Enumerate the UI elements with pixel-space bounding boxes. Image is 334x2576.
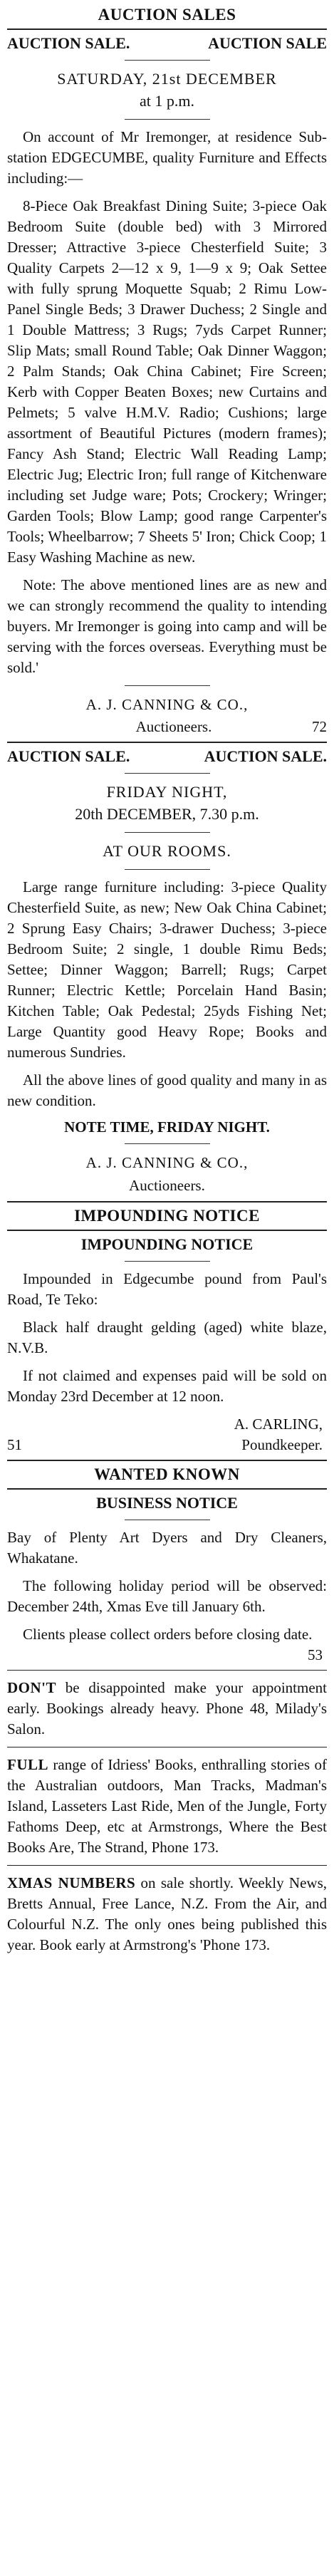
auction-ad-friday xyxy=(7,747,327,1197)
divider xyxy=(7,1865,327,1866)
sale-venue: AT OUR ROOMS. xyxy=(103,842,231,860)
classified-lead: XMAS NUMBERS xyxy=(7,1874,136,1891)
divider xyxy=(7,1670,327,1671)
classified-text: range of Idriess' Books, enthralling stories of the Australian outdoors, Man Tracks, Madman's Island, Lasseters Last Ride, Men of the Jungle, Forty Fathoms Deep, etc at Armstrongs, Where the Best Books Are, The Strand, Phone 173. xyxy=(7,1756,327,1856)
ad-note: All the above lines of good quality and many in as new condition. xyxy=(7,1071,327,1109)
section-title-auction-sales: AUCTION SALES xyxy=(98,6,236,24)
ad-heading-right: AUCTION SALE xyxy=(208,34,327,52)
classified-lead: DON'T xyxy=(7,1679,57,1696)
ad-reference-number: 51 xyxy=(7,1436,22,1453)
divider xyxy=(125,773,210,774)
auctioneer-role: Auctioneers. xyxy=(129,1177,205,1194)
poundkeeper-role: Poundkeeper. xyxy=(241,1436,323,1453)
section-title-impounding: IMPOUNDING NOTICE xyxy=(74,1207,260,1225)
ad-heading xyxy=(7,34,327,53)
divider xyxy=(125,119,210,120)
divider xyxy=(7,742,327,743)
sale-date: SATURDAY, 21st DECEMBER xyxy=(57,70,277,88)
signature-line xyxy=(7,1435,327,1455)
notice-heading: BUSINESS NOTICE xyxy=(96,1494,238,1512)
impounding-notice xyxy=(7,1235,327,1455)
ad-reference-number: 53 xyxy=(308,1646,323,1663)
divider xyxy=(125,832,210,833)
ad-heading xyxy=(7,747,327,766)
notice-heading: IMPOUNDING NOTICE xyxy=(80,1235,254,1253)
sale-time: at 1 p.m. xyxy=(140,92,194,110)
ad-reference-number: 72 xyxy=(312,718,327,735)
classified-books xyxy=(7,1755,327,1858)
notice-paragraph: If not claimed and expenses paid will be sold on Monday 23rd December at 12 noon. xyxy=(7,1367,327,1405)
sale-date-time: 20th DECEMBER, 7.30 p.m. xyxy=(75,805,259,823)
ad-heading-right: AUCTION SALE. xyxy=(204,747,327,765)
divider xyxy=(7,1460,327,1461)
divider xyxy=(125,1261,210,1262)
divider xyxy=(7,1201,327,1203)
classified-text: on sale shortly. Weekly News, Bretts Annual, Free Lance, N.Z. From the Air, and Colourful N.Z. The only ones being published this year. Book early at Armstrong's 'Phone 173. xyxy=(7,1874,327,1953)
auctioneer-firm: A. J. CANNING & CO., xyxy=(85,1154,249,1171)
notice-paragraph: Black half draught gelding (aged) white blaze, N.V.B. xyxy=(7,1319,327,1356)
divider xyxy=(7,28,327,30)
notice-paragraph: Impounded in Edgecumbe pound from Paul's Road, Te Teko: xyxy=(7,1270,327,1308)
auctioneer-role: Auctioneers. xyxy=(135,718,212,735)
sale-day: FRIDAY NIGHT, xyxy=(106,783,228,801)
notice-paragraph: Clients please collect orders before closing date. xyxy=(23,1626,313,1643)
divider xyxy=(125,1143,210,1144)
note-time: NOTE TIME, FRIDAY NIGHT. xyxy=(64,1118,270,1136)
divider xyxy=(7,1488,327,1490)
divider xyxy=(125,685,210,686)
notice-paragraph: Bay of Plenty Art Dyers and Dry Cleaners, Whakatane. xyxy=(7,1529,327,1567)
classified-xmas-numbers xyxy=(7,1873,327,1956)
ad-intro: On account of Mr Iremonger, at residence Sub-station EDGECUMBE, quality Furniture and Effects including:— xyxy=(7,128,327,187)
classified-lead: FULL xyxy=(7,1756,49,1773)
poundkeeper-name: A. CARLING, xyxy=(234,1416,323,1433)
auctioneer-firm: A. J. CANNING & CO., xyxy=(85,696,249,713)
classified-text: be disappointed make your appointment early. Bookings already heavy. Phone 48, Milady's Salon. xyxy=(7,1679,327,1738)
ad-heading-left: AUCTION SALE. xyxy=(7,34,130,52)
auction-ad-saturday xyxy=(7,34,327,737)
divider xyxy=(125,869,210,870)
notice-paragraph: The following holiday period will be observed: December 24th, Xmas Eve till January 6th. xyxy=(7,1577,327,1615)
items-list: Large range furniture including: 3-piece Quality Chesterfield Suite, as new; New Oak China Cabinet; 2 Sprung Easy Chairs; 3-drawer Duchess; 3-piece Bedroom Suite; 2 single, 1 double Rimu Beds; Settee; Dinner Waggon; Barrell; Rugs; Carpet Runner; Electric Kettle; Porcelain Hand Basin; Kitchen Table; Oak Pedestal; 25yds Fishing Net; Large Quantity good Heavy Rope; Books and numerous Sundries. xyxy=(7,878,327,1061)
signature-line xyxy=(7,717,327,737)
business-notice xyxy=(7,1494,327,1666)
divider xyxy=(7,1230,327,1231)
items-list: 8-Piece Oak Breakfast Dining Suite; 3-piece Oak Bedroom Suite (double bed) with 3 Mirrored Dresser; Attractive 3-piece Chesterfield Suite; 3 Quality Carpets 2—12 x 9, 1—9 x 9; Oak Settee with fully sprung Moquette Squab; 2 Rimu Low-Panel Single Beds; 3 Drawer Duchess; 2 Single and 1 Double Mattress; 3 Rugs; 7yds Carpet Runner; Slip Mats; small Round Table; Oak Dinner Waggon; 2 Palm Stands; Oak China Cabinet; Fire Screen; Kerb with Copper Beaten Boxes; new Curtains and Pelmets; 5 valve H.M.V. Radio; Cushions; large assortment of Beautiful Pictures (modern frames); Fancy Ash Stand; Electric Wall Reading Lamp; Electric Jug; Electric Iron; full range of Kitchenware including set Judge ware; Pots; Crockery; Wringer; Garden Tools; Blow Lamp; good range Carpenter's Tools; Wheelbarrow; 7 Sheets 5' Iron; Chick Coop; 1 Easy Washing Machine as new. xyxy=(7,197,327,566)
classified-salon xyxy=(7,1678,327,1740)
ad-note: Note: The above mentioned lines are as new and we can strongly recommend the quality to intending buyers. Mr Iremonger is going into camp and will be serving with the forces overseas. Everything must be sold.' xyxy=(7,576,327,676)
ad-heading-left: AUCTION SALE. xyxy=(7,747,130,765)
divider xyxy=(125,60,210,61)
section-title-wanted-known: WANTED KNOWN xyxy=(94,1465,240,1483)
